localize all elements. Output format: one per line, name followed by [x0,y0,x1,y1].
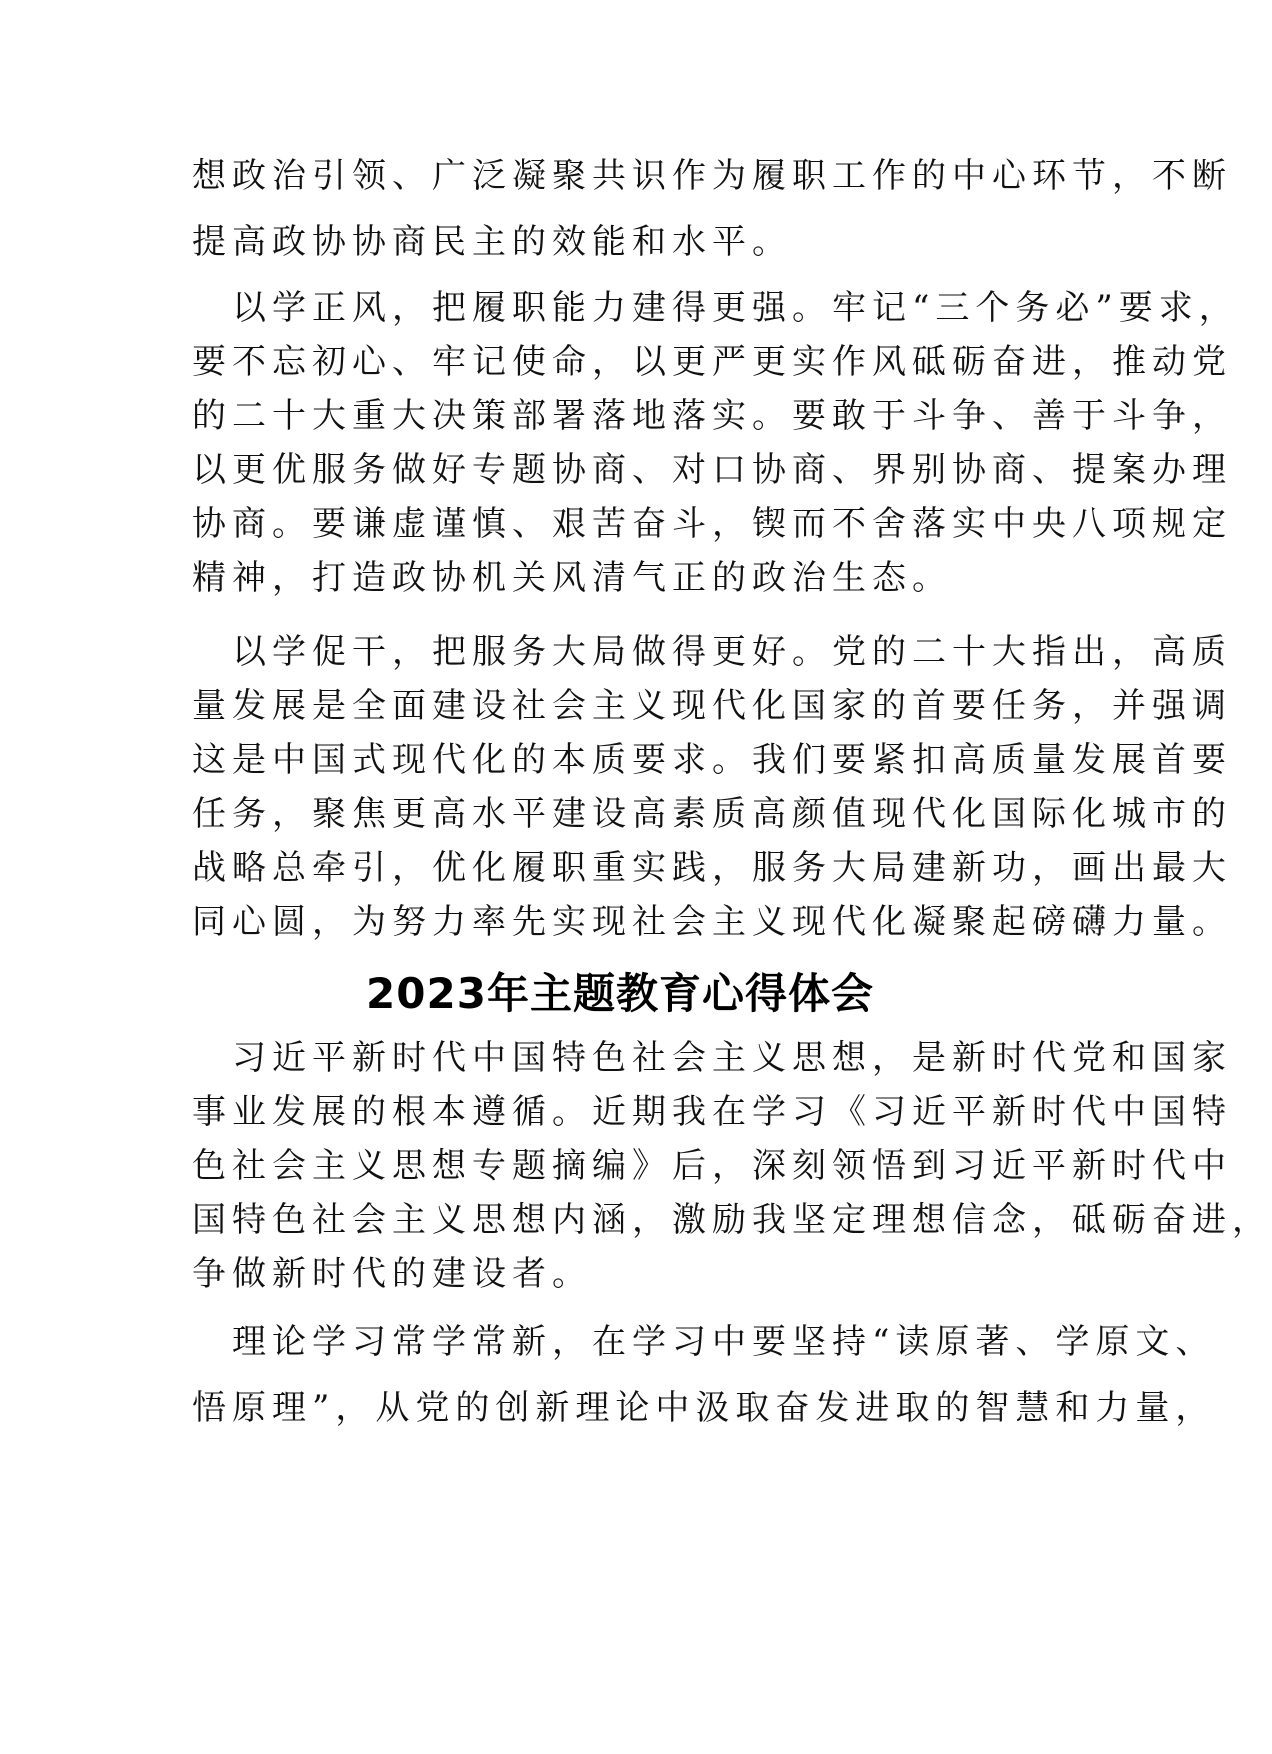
text-line: 争做新时代的建设者。 [192,1254,592,1294]
text-line: 量发展是全面建设社会主义现代化国家的首要任务，并强调 [192,686,1232,726]
text-line: 以学促干，把服务大局做得更好。党的二十大指出，高质 [232,632,1232,672]
text-line: 战略总牵引，优化履职重实践，服务大局建新功，画出最大 [192,848,1232,888]
text-line: 理论学习常学常新，在学习中要坚持“读原著、学原文、 [232,1322,1216,1362]
text-line: 的二十大重大决策部署落地落实。要敢于斗争、善于斗争， [192,396,1232,436]
text-line: 想政治引领、广泛凝聚共识作为履职工作的中心环节，不断 [192,156,1232,196]
text-line: 习近平新时代中国特色社会主义思想，是新时代党和国家 [232,1038,1232,1078]
text-line: 色社会主义思想专题摘编》后，深刻领悟到习近平新时代中 [192,1146,1232,1186]
text-line: 事业发展的根本遵循。近期我在学习《习近平新时代中国特 [192,1092,1232,1132]
document-title: 2023年主题教育心得体会 [366,969,874,1018]
text-line: 协商。要谦虚谨慎、艰苦奋斗，锲而不舍落实中央八项规定 [192,504,1232,544]
text-line: 精神，打造政协机关风清气正的政治生态。 [192,558,952,598]
text-line: 国特色社会主义思想内涵，激励我坚定理想信念，砥砺奋进， [192,1200,1272,1240]
text-line: 提高政协协商民主的效能和水平。 [192,222,792,262]
text-line: 任务，聚焦更高水平建设高素质高颜值现代化国际化城市的 [192,794,1232,834]
text-line: 这是中国式现代化的本质要求。我们要紧扣高质量发展首要 [192,740,1232,780]
text-line: 以学正风，把履职能力建得更强。牢记“三个务必”要求， [232,288,1239,328]
text-line: 以更优服务做好专题协商、对口协商、界别协商、提案办理 [192,450,1232,490]
text-line: 同心圆，为努力率先实现社会主义现代化凝聚起磅礴力量。 [192,902,1232,942]
text-line: 悟原理”，从党的创新理论中汲取奋发进取的智慧和力量， [192,1388,1216,1428]
text-line: 要不忘初心、牢记使命，以更严更实作风砥砺奋进，推动党 [192,342,1232,382]
